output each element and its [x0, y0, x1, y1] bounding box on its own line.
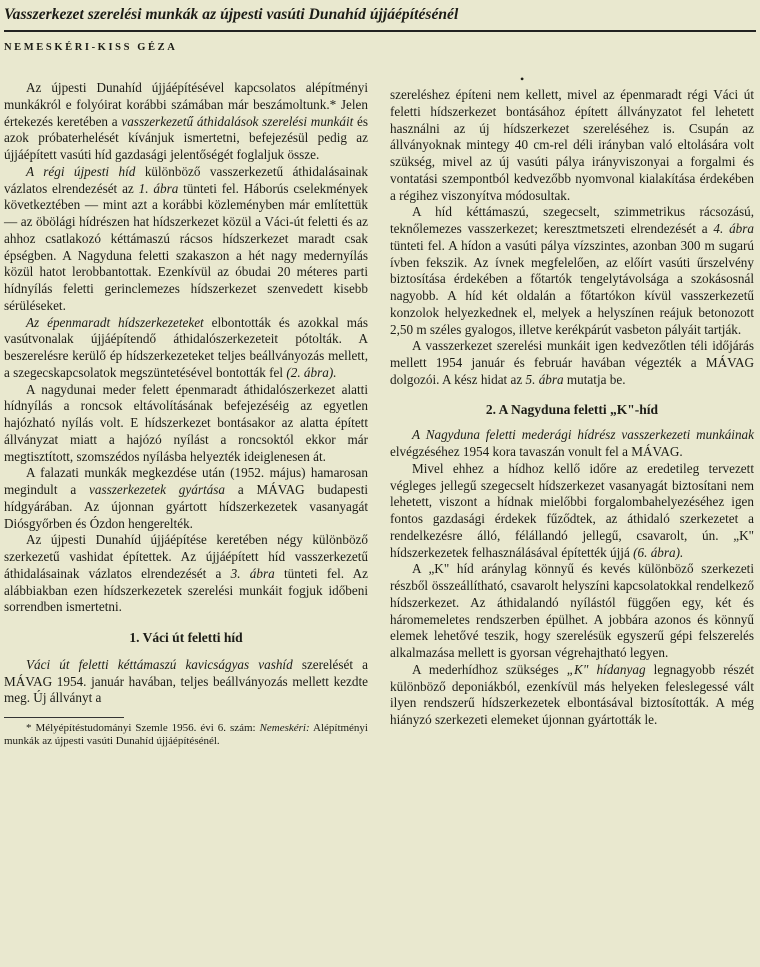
paragraph: A „K" híd aránylag könnyű és kevés különböző szerkezeti részből összeállítható, csavarolt helyszíni kapcsolatokkal rendelkező hídszerkezet. Az áthidalandó nyílástól függően egy, két és háromemeletes rendszerben épülhet. A jobbára azonos és könnyű elemek lehetővé teszik, hogy szerelésük egyszerű gépi felszerelés alkalmazása mellett is gyorsan végrehajtható legyen.	[390, 561, 754, 660]
paragraph: A híd kéttámaszú, szegecselt, szimmetrikus rácsozású, teknőlemezes vasszerkezet; keresztmetszeti elrendezését a 4. ábra tünteti fel. A hídon a vasúti pálya vízszintes, azonban 300 m sugarú ívben fekszik. Az ívnek megfelelően, az előírt vasúti űrszelvény biztosítása érdekében a főtartók tengelytávolsága a szokásosnál nagyobb. A híd két oldalán a főtartókon kívül vasszerkezetű konzolok helyezkednek el, melyek a helyszínen reájuk betonozott 2,50 m széles gyalogos, illetve kerékpárút vasbeton pályáit tartják.	[390, 204, 754, 337]
decorative-dot: •	[520, 72, 525, 86]
article-title: Vasszerkezet szerelési munkák az újpesti vasúti Dunahíd újjáépítésénél	[4, 6, 459, 23]
section-heading: 2. A Nagyduna feletti „K"-híd	[485, 401, 659, 417]
paragraph: Mivel ehhez a hídhoz kellő időre az eredetileg tervezett végleges jellegű szegecselt hídszerkezet vasanyagát biztosítani nem lehetett, viszont a hídnak mielőbbi forgalombahelyezéséhez igen fontos gazdasági érdekek fűződtek, az áthidaló szerkezetet a rendelkezésre álló, félállandó jellegű, csavarolt, ún. „K" hídszerkezetek felhasználásával építették újjá (6. ábra).	[390, 460, 754, 560]
footnote-divider	[4, 717, 124, 718]
paragraph: Váci út feletti kéttámaszú kavicságyas vashíd szerelését a MÁVAG 1954. január havában, teljes beállványozás mellett kezdte meg. Új állványt a	[4, 656, 369, 706]
right-column	[390, 87, 754, 729]
paragraph: A mederhídhoz szükséges „K" hídanyag legnagyobb részét különböző deponiákból, ezenkívül más helyeken feleslegessé vált ilyen rendszerű hídszerkezetek elbontásával biztosították. A még hiányzó szerkezeti elemeket újonnan gyártották le.	[390, 661, 755, 727]
footnote: * Mélyépítéstudományi Szemle 1956. évi 6. szám: Nemeskéri: Alépítményi munkák az újpesti vasúti Dunahíd újjáépítésénél.	[4, 722, 368, 747]
title-underline	[4, 30, 756, 32]
paragraph: Az újpesti Dunahíd újjáépítésével kapcsolatos alépítményi munkákról e folyóirat korábbi számában már beszámoltunk.* Jelen értekezés keretében a vasszerkezetű áthidalások szerelési munkáit és azok próbaterhelését kívánjuk ismertetni, befejezésül pedig az újjáépített vasúti híd gazdasági jelentőségét foglaljuk össze.	[4, 80, 369, 162]
paragraph: A falazati munkák megkezdése után (1952. május) hamarosan megindult a vasszerkezetek gyártása a MÁVAG budapesti hídgyárában. Az újonnan gyártott hídszerkezetek vasanyagát Diósgyőrben és Ózdon hengerelték.	[4, 465, 369, 531]
author-name: NEMESKÉRI-KISS GÉZA	[4, 42, 178, 53]
paragraph: szereléshez építeni nem kellett, mivel az épenmaradt régi Váci út feletti hídszerkezet bontásához épített állványzatot fel lehetett használni az új hídszerkezet szereléséhez is. Csupán az állványoknak mintegy 40 cm-rel déli irányban való eltolására volt szükség, mivel az új vasúti pálya irányviszonyai a forgalmi és vontatási szempontból kedvezőbb nyomvonal kialakítása érdekében a régihez viszonyítva módosultak.	[390, 87, 754, 203]
paragraph: A vasszerkezet szerelési munkáit igen kedvezőtlen téli időjárás mellett 1954 január és február havában végezték a MÁVAG dolgozói. A kész hidat az 5. ábra mutatja be.	[390, 338, 754, 387]
paragraph: Az épenmaradt hídszerkezeteket elbontották és azokkal más vasútvonalak újjáépítendő áthidalószerkezeteit pótolták. A beszerelésre kerülő ép hídszerkezeteket teljes beállványozás mellett, a szegecskapcsolatok megszüntetésével bontották fel (2. ábra).	[4, 314, 368, 380]
paragraph: A Nagyduna feletti mederági hídrész vasszerkezeti munkáinak elvégzéséhez 1954 kora tavaszán vonult fel a MÁVAG.	[390, 427, 754, 459]
paragraph: A nagydunai meder felett épenmaradt áthidalószerkezet alatti hídnyílás a roncsok eltávolításának befejezéséig az egyetlen hajózható nyílás volt. E hídszerkezet bontásakor az alatta épített állványzat miatt a hajózó nyílást a roncsoktól ekkor már megtisztított, szomszédos nyílásba helyezték ideiglenesen át.	[4, 381, 368, 464]
section-heading: 1. Váci út feletti híd	[129, 630, 243, 645]
paragraph: Az újpesti Dunahíd újjáépítése keretében négy különböző szerkezetű vashidat építettek. Az újjáépített híd vasszerkezetű áthidalásainak vázlatos elrendezését a 3. ábra tünteti fel. Az alábbiakban ezen hídszerkezetek szerelési munkáit fogjuk időbeni sorrendben ismertetni.	[4, 532, 368, 615]
paragraph: A régi újpesti híd különböző vasszerkezetű áthidalásainak vázlatos elrendezését az 1. ábra tünteti fel. Háborús cselekmények következtében — mint azt a korábbi közleményben már említettük — az öbölági hídrészen hat hídszerkezet közül a Váci-út feletti és az ahhoz csatlakozó kéttámaszú rácsos hídszerkezet maradt csak épségben. A Nagyduna feletti szakaszon a hét nagy medernyílás közül hatot lerobbantottak. Ezenkívül az óbudai 20 méteres parti hídnyílás feletti gerinclemezes hídszerkezet szenvedett kisebb sérüléseket.	[4, 163, 369, 313]
left-column	[4, 80, 368, 748]
